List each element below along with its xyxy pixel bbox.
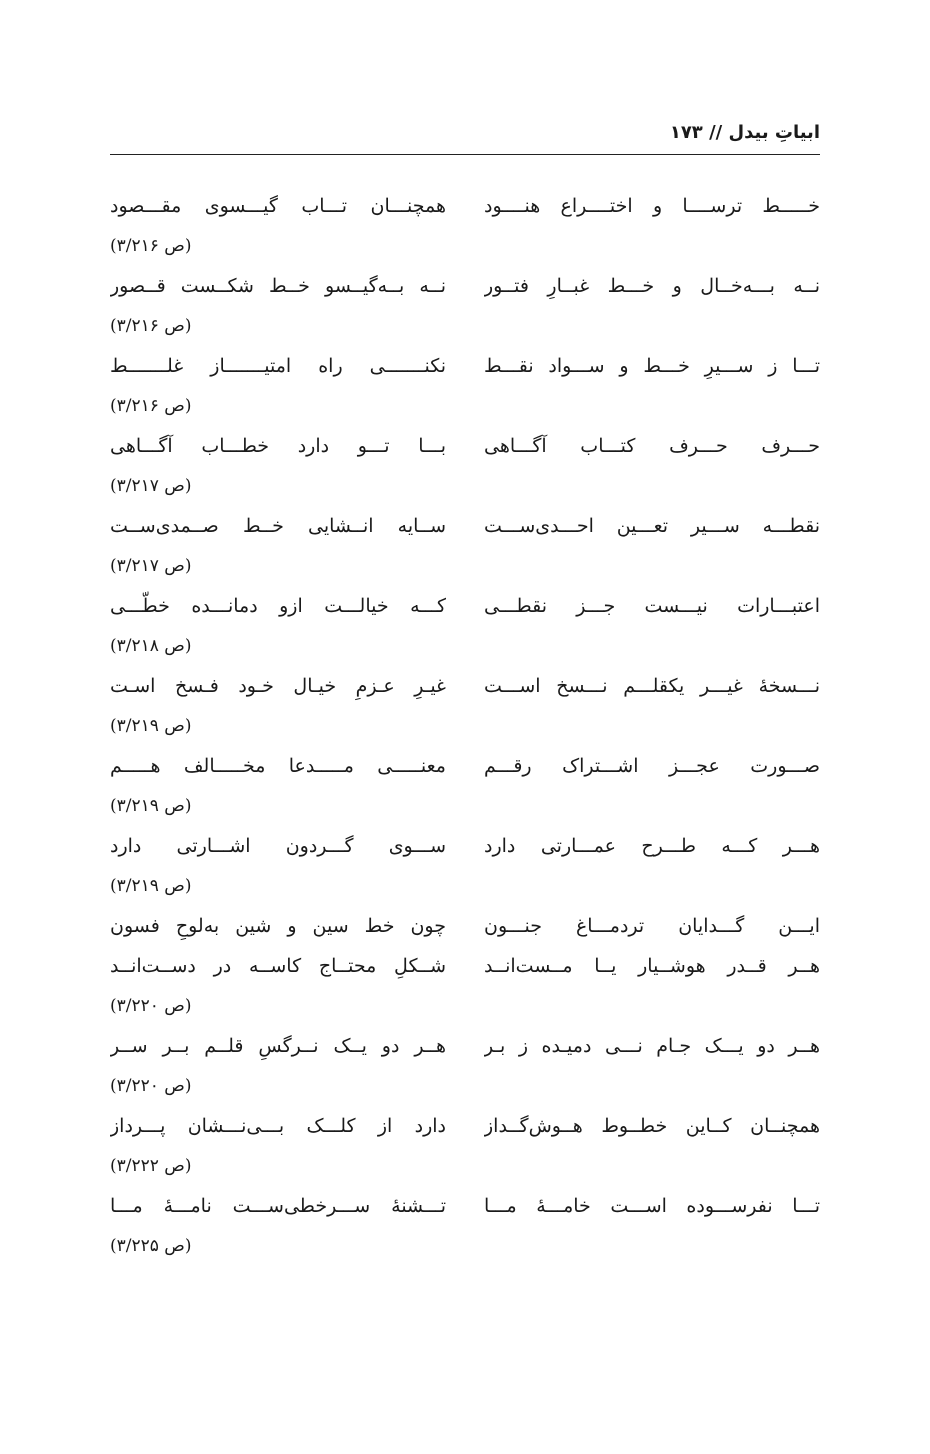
couplet-entry [110, 1026, 820, 1106]
couplet-entry [110, 586, 820, 666]
couplet [110, 906, 820, 946]
second-hemistich: کـــه خیالـــت ازو دمانـــده خطّـــی [110, 595, 446, 617]
couplet [110, 1026, 820, 1066]
couplet-entry [110, 186, 820, 266]
couplet [110, 586, 820, 626]
couplet [110, 946, 820, 986]
first-hemistich: حـــرف حـــرف کتـــاب آگـــاهی [484, 435, 820, 457]
first-hemistich: هـــر کـــه طـــرح عمـــارتی دارد [484, 835, 820, 857]
couplet [110, 346, 820, 386]
couplet-entry [110, 746, 820, 826]
source-reference: (ص ۳/۲۲۵) [110, 1236, 192, 1256]
second-hemistich: ســـوی گـــردون اشـــارتی دارد [110, 835, 446, 857]
source-reference: (ص ۳/۲۱۹) [110, 876, 192, 896]
couplet-entry [110, 666, 820, 746]
couplet [110, 666, 820, 706]
second-hemistich: بـــا تـــو دارد خطـــاب آگـــاهی [110, 435, 446, 457]
couplet-entry [110, 1186, 820, 1266]
source-reference: (ص ۳/۲۱۶) [110, 236, 192, 256]
source-reference: (ص ۳/۲۲۲) [110, 1156, 192, 1176]
first-hemistich: تـــا نفرســـوده اســـت خامـــهٔ مـــا [484, 1195, 820, 1217]
first-hemistich: خـــــط ترســــا و اختــــراع هنــــود [484, 195, 820, 217]
couplet [110, 1186, 820, 1226]
second-hemistich: همچنـــان تـــاب گیـــسوی مقـــصود [110, 195, 446, 217]
source-reference: (ص ۳/۲۱۶) [110, 396, 192, 416]
source-reference: (ص ۳/۲۱۹) [110, 796, 192, 816]
source-reference: (ص ۳/۲۱۷) [110, 476, 192, 496]
couplet-entry [110, 946, 820, 1026]
couplet-entry [110, 266, 820, 346]
couplet-entry [110, 1106, 820, 1186]
first-hemistich: هــر دو یـــک جـام نـــی دمیـده ز بـر [484, 1035, 820, 1057]
second-hemistich: ســایه انــشایی خــط صــمدی‌ســت [110, 515, 446, 537]
couplet [110, 266, 820, 306]
couplet [110, 426, 820, 466]
couplet [110, 746, 820, 786]
second-hemistich: چون خط سین و شین به‌لوحِ فسون [110, 915, 446, 937]
source-reference: (ص ۳/۲۱۸) [110, 636, 192, 656]
first-hemistich: هــر قــدر هوشــیار یــا مــست‌انــد [484, 955, 820, 977]
first-hemistich: اعتبـــارات نیـــست جـــز نقطـــی [484, 595, 820, 617]
first-hemistich: نـــسخهٔ غیـــر یکقلـــم نـــسخ اســـت [484, 675, 820, 697]
couplet-entry [110, 906, 820, 946]
couplet [110, 1106, 820, 1146]
second-hemistich: شــکلِ محتــاج کاســه در دســت‌انــد [110, 955, 446, 977]
couplet-list [110, 186, 820, 1266]
first-hemistich: همچنــان کــاین خطــوط هــوش‌گــداز [484, 1115, 820, 1137]
second-hemistich: دارد از کلـــک بـــی‌نـــشان پـــرداز [110, 1115, 446, 1137]
first-hemistich: نــه بـــه‌خــال و خـــط غبــارِ فتــور [484, 275, 820, 297]
couplet-entry [110, 826, 820, 906]
second-hemistich: هــر دو یــک نــرگسِ قلــم بــر ســر [110, 1035, 446, 1057]
second-hemistich: نــه بــه‌گیــسو خــط شکــست قــصور [110, 275, 446, 297]
source-reference: (ص ۳/۲۱۶) [110, 316, 192, 336]
couplet [110, 186, 820, 226]
source-reference: (ص ۳/۲۲۰) [110, 996, 192, 1016]
couplet-entry [110, 506, 820, 586]
source-reference: (ص ۳/۲۲۰) [110, 1076, 192, 1096]
second-hemistich: معنـــــی مـــــدعا مخـــــالف هـــــم [110, 755, 446, 777]
couplet [110, 826, 820, 866]
running-header-title: ابیاتِ بیدل // ۱۷۳ [669, 122, 820, 143]
couplet-entry [110, 346, 820, 426]
first-hemistich: نقطـــه ســـیر تعـــین احـــدی‌ســـت [484, 515, 820, 537]
couplet [110, 506, 820, 546]
first-hemistich: ایـــن گـــدایان تردمـــاغ جنـــون [484, 915, 820, 937]
first-hemistich: صـــورت عجـــز اشـــتراک رقـــم [484, 755, 820, 777]
source-reference: (ص ۳/۲۱۹) [110, 716, 192, 736]
first-hemistich: تـــا ز ســـیرِ خـــط و ســـواد نقـــط [484, 355, 820, 377]
couplet-entry [110, 426, 820, 506]
second-hemistich: غیـرِ عـزمِ خیـال خـود فـسخ اسـت [110, 675, 446, 697]
running-header [110, 118, 820, 155]
second-hemistich: تـــشنهٔ ســـرخطی‌ســـت نامـــهٔ مـــا [110, 1195, 446, 1217]
second-hemistich: نکنـــــــی راه امتیـــــــاز غلـــــــط [110, 355, 446, 377]
source-reference: (ص ۳/۲۱۷) [110, 556, 192, 576]
